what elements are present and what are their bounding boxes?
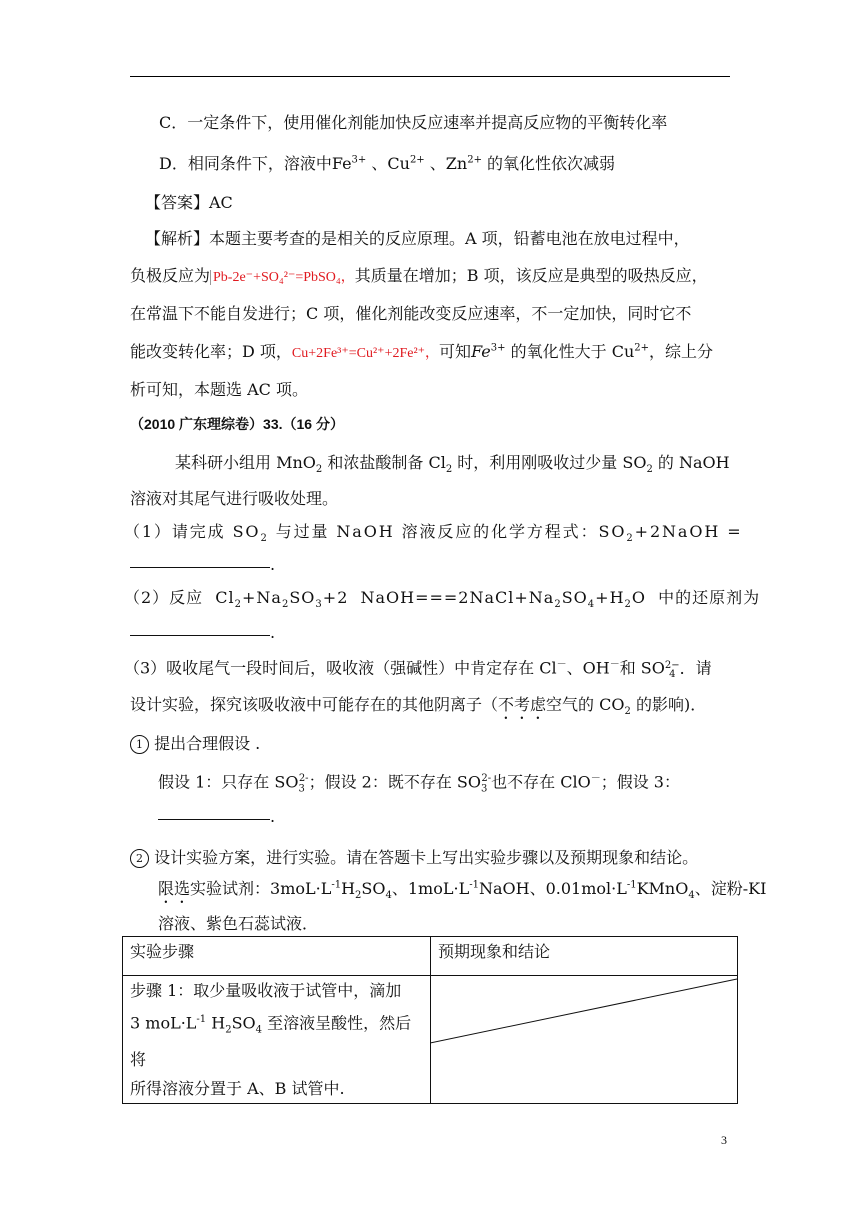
hypothesis-3-blank[interactable]: . [158, 807, 275, 826]
table-header-steps: 实验步骤 [123, 937, 431, 976]
sulfate-charge: 2− 4 [664, 660, 680, 681]
reagents-line: 限选实验试剂：$3moL\cdot L^{-1}H_2SO_4$、$1moL\cdot L^{-1}NaOH$、$0.01mol\cdot L^{-1}KMnO_4$、淀粉-KI [158, 879, 767, 902]
reagents-line-2: 溶液、紫色石蕊试液． [158, 914, 319, 933]
analysis-line-5: 析可知，本题选 AC 项。 [130, 380, 308, 399]
question-header: （2010 广东理综卷）33.（16 分） [130, 416, 344, 432]
intro-line-1: 某科研小组用 MnO$_2$ 和浓盐酸制备 $Cl_2$ 时，利用刚吸收过少量 $SO_2$ 的 NaOH [175, 453, 730, 476]
q3-line-2: 设计实验，探究该吸收液中可能存在的其他阴离子（不考虑空气的 $CO_2$ 的影响)． [130, 695, 707, 718]
page-number: 3 [721, 1133, 727, 1147]
table-header-results: 预期现象和结论 [431, 937, 738, 976]
equation-image-1: Pb-2e⁻+SO₄²⁻=PbSO₄， [210, 270, 355, 285]
answer: 【答案】AC [145, 193, 233, 212]
table-header-row [123, 937, 738, 976]
hypotheses: 假设 1：只存在 $SO_3^{2-}$；假设 2：既不存在 $SO_3^{2-}$也不存在 ClO－；假设 3： [158, 772, 680, 795]
q2-blank[interactable]: . [130, 623, 275, 642]
equation-image-2: Cu+2Fe³⁺=Cu²⁺+2Fe²⁺， [291, 346, 440, 361]
analysis-line-3: 在常温下不能自发进行；C 项，催化剂能改变反应速率，不一定加快，同时它不 [130, 304, 692, 323]
step-1: 1 提出合理假设 . [130, 731, 260, 754]
q1: （1）请完成 $SO_2$ 与过量 NaOH 溶液反应的化学方程式：$SO_2+2NaOH$ = [124, 522, 743, 545]
q1-blank[interactable]: . [130, 555, 275, 574]
diagonal-line [430, 977, 738, 1081]
analysis-line-2: 负极反应为 Pb-2e⁻+SO₄²⁻=PbSO₄，其质量在增加；B 项，该反应是典型的吸热反应， [130, 266, 708, 285]
circled-number-1: 1 [130, 735, 149, 754]
option-c: C．一定条件下，使用催化剂能加快反应速率并提高反应物的平衡转化率 [159, 113, 668, 132]
q2: （2）反应 $Cl_2+Na_2SO_3+2$ $NaOH===2NaCl+Na_2SO_4+H_2O$ 中的还原剂为 [124, 588, 761, 611]
step-2: 2 设计实验方案，进行实验。请在答题卡上写出实验步骤以及预期现象和结论。 [130, 845, 698, 868]
option-d: D．相同条件下，溶液中$Fe^{3+}$ 、$Cu^{2+}$ 、$Zn^{2+}$ 的氧化性依次减弱 [159, 154, 616, 173]
circled-number-2: 2 [130, 849, 149, 868]
header-rule [130, 76, 730, 77]
analysis-line-4: 能改变转化率；D 项，Cu+2Fe³⁺=Cu²⁺+2Fe²⁺，可知$Fe^{3+}$ 的氧化性大于 $Cu^{2+}$，综上分 [130, 342, 714, 361]
intro-line-2: 溶液对其尾气进行吸收处理。 [130, 489, 339, 508]
table-cell-step1: 步骤 1：取少量吸收液于试管中，滴加 3 $moL\cdot L^{-1}$ $H_2SO_4$ 至溶液呈酸性，然后将 所得溶液分置于 A、B 试管中. [123, 976, 431, 1104]
analysis-line-1: 【解析】本题主要考查的是相关的反应原理。A 项，铅蓄电池在放电过程中， [145, 229, 690, 248]
q3-line-1: （3）吸收尾气一段时间后，吸收液（强碱性）中肯定存在 Cl－、OH－和 SO2− 4 ．请 [124, 658, 712, 681]
